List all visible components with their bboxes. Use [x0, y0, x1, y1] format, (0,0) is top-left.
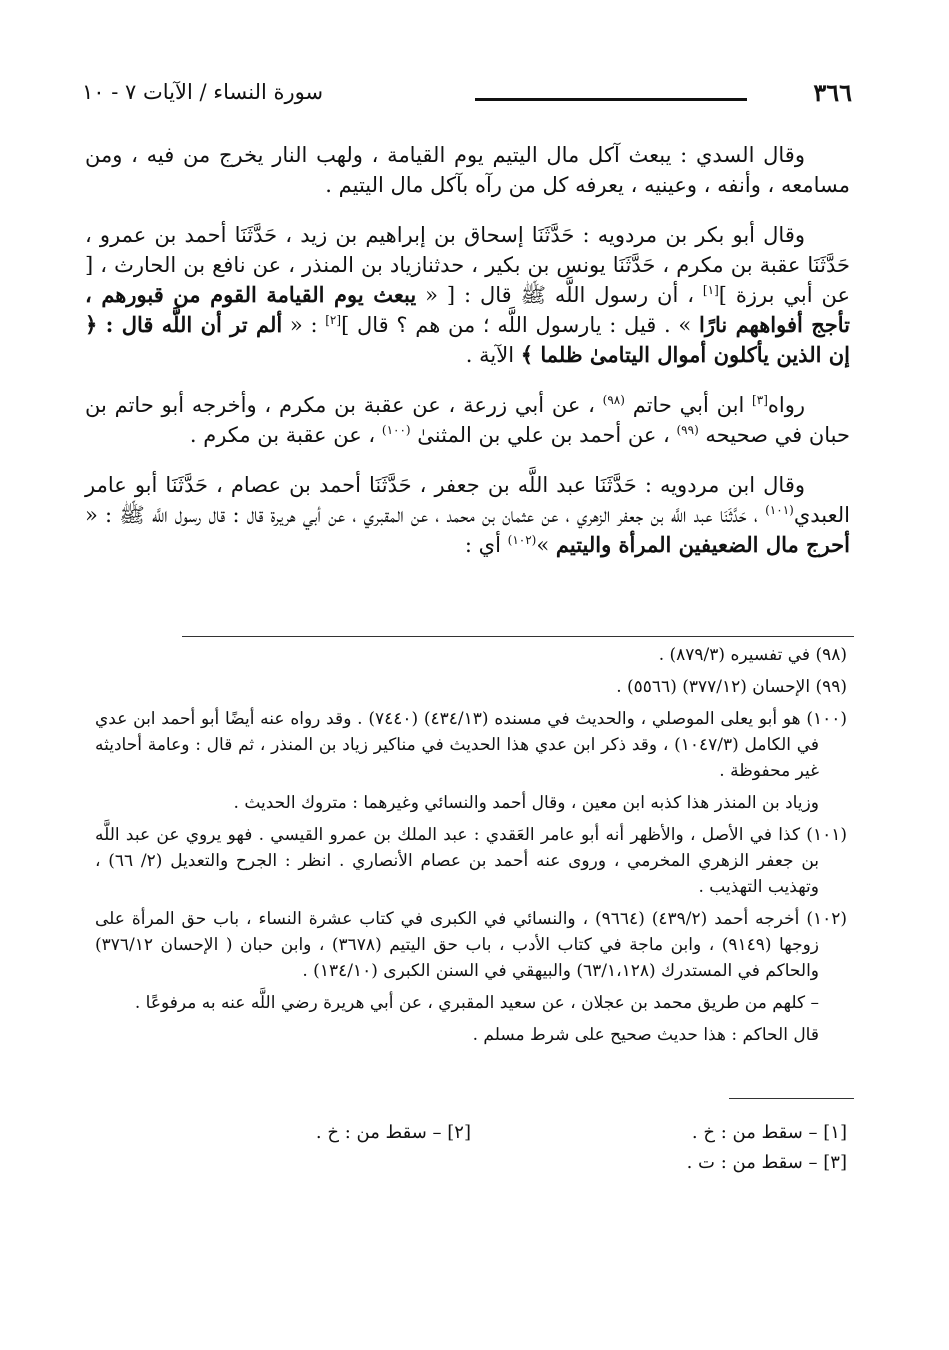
variant-marker-2[interactable]: [٢] [325, 313, 342, 327]
surah-title: سورة النساء / الآيات ٧ - ١٠ [82, 80, 324, 104]
manuscript-variants [95, 1118, 847, 1178]
variant-3: [٣] – سقط من : ت . [686, 1152, 847, 1173]
variant-row [95, 1118, 847, 1148]
footnote-102-hakim: قال الحاكم : هذا حديث صحيح على شرط مسلم . [472, 1025, 819, 1045]
variant-2: [٢] – سقط من : خ . [315, 1122, 471, 1143]
footnote-ref-98[interactable]: (٩٨) [602, 393, 625, 407]
paragraph-ibn-marduyah-2: وقال ابن مردويه : حَدَّثَنَا عبد اللَّه بن جعفر ، حَدَّثَنَا أحمد بن عصام ، حَدَّثَنَا أبو عامر العبدي$^{(١٠١)}$ ، حَدَّثَنَا عبد اللَّه بن جعفر الزهري ، عن عثمان بن محمد ، عن المقبري ، عن أبي هريرة قال : قال رسول اللَّه ﷺ : « أحرج مال الضعيفين المرأة واليتيم »$^{(١٠٢)}$ أي : [85, 473, 850, 557]
variant-marker-3[interactable]: [٣] [752, 393, 768, 407]
footnote-102-chain: – كلهم من طريق محمد بن عجلان ، عن سعيد المقبري ، عن أبي هريرة رضي اللَّه عنه به مرفوعًا . [134, 993, 819, 1013]
footnote-ref-101[interactable]: (١٠١) [765, 503, 794, 517]
variant-row [95, 1148, 847, 1178]
footnote-100: (١٠٠) هو أبو يعلى الموصلي ، والحديث في مسنده (٤٣٤/١٣) (٧٤٤٠) . وقد رواه عنه أيضًا أبو أحمد ابن عدي في الكامل (١٠٤٧/٣) ، وقد ذكر ابن عدي هذا الحديث في مناكير زياد بن المنذر ، ثم قال : وعامة أحاديثه غير محفوظة . [95, 709, 848, 781]
header-rule [475, 98, 747, 101]
hadith-text-2: أحرج مال الضعيفين المرأة واليتيم [555, 532, 850, 557]
main-text [85, 140, 850, 580]
footnote-ref-102[interactable]: (١٠٢) [507, 533, 537, 547]
paragraph-narration: رواه[٣] ابن أبي حاتم $^{(٩٨)}$ ، عن أبي زرعة ، عن عقبة بن مكرم ، وأخرجه أبو حاتم بن حبان في صحيحه $^{(٩٩)}$ ، عن أحمد بن علي بن المثنىٰ $^{(١٠٠)}$ ، عن عقبة بن مكرم . [85, 393, 850, 447]
page-header [82, 78, 852, 118]
footnote-ref-99[interactable]: (٩٩) [676, 423, 699, 437]
footnote-ref-100[interactable]: (١٠٠) [381, 423, 411, 437]
footnote-100-continued: وزياد بن المنذر هذا كذبه ابن معين ، وقال أحمد والنسائي وغيرهما : متروك الحديث . [233, 793, 819, 813]
paragraph-suddi: وقال السدي : يبعث آكل مال اليتيم يوم القيامة ، ولهب النار يخرج من فيه ، ومن مسامعه ، وأنفه ، وعينيه ، يعرفه كل من رآه بآكل مال اليتيم . [85, 143, 850, 197]
footnote-102: (١٠٢) أخرجه أحمد (٤٣٩/٢) (٩٦٦٤) ، والنسائي في الكبرى في كتاب عشرة النساء ، باب حق المرأة على زوجها (٩١٤٩) ، وابن ماجة في كتاب الأدب ، باب حق اليتيم (٣٦٧٨) ، وابن حبان ( الإحسان ٣٧٦/١٢) والحاكم في المستدرك (٦٣/١،١٢٨) والبيهقي في السنن الكبرى (١٣٤/١٠) . [95, 909, 847, 981]
variants-separator [729, 1098, 854, 1099]
quran-verse: ألم تر أن اللَّه قال : ﴿ إن الذين يأكلون أموال اليتامىٰ ظلما ﴾ [85, 312, 850, 367]
variant-1: [١] – سقط من : خ . [691, 1122, 847, 1143]
footnotes [95, 636, 847, 1054]
hadith-text: يبعث يوم القيامة القوم من قبورهم ، تأجج أفواههم نارًا [85, 282, 850, 337]
footnote-99: (٩٩) الإحسان (٣٧٧/١٢) (٥٥٦٦) . [616, 677, 847, 697]
paragraph-ibn-marduyah-1: وقال أبو بكر بن مردويه : حَدَّثَنَا إسحاق بن إبراهيم بن زيد ، حَدَّثَنَا أحمد بن عمرو ، حَدَّثَنَا عقبة بن مكرم ، حَدَّثَنَا يونس بن بكير ، حدثنازياد بن المنذر ، عن نافع بن الحارث ، [ عن أبي برزة ][١] ، أن رسول اللَّه ﷺ قال : [ « يبعث يوم القيامة القوم من قبورهم ، تأجج أفواههم نارًا » . قيل : يارسول اللَّه ؛ من هم ؟ قال ][٢] : « ألم تر أن اللَّه قال : ﴿ إن الذين يأكلون أموال اليتامىٰ ظلما ﴾ الآية . [85, 223, 850, 367]
variant-marker-1[interactable]: [١] [702, 283, 719, 297]
footnote-98: (٩٨) في تفسيره (٨٧٩/٣) . [658, 645, 847, 665]
footnote-101: (١٠١) كذا في الأصل ، والأظهر أنه أبو عامر العَقدي : عبد الملك بن عمرو القيسي . فهو يروي عن عبد اللَّه بن جعفر الزهري المخرمي ، وروى عنه أحمد بن عصام الأنصاري . انظر : الجرح والتعديل (٢/ ٦٦) ، وتهذيب التهذيب . [95, 825, 847, 897]
page-number: ٣٦٦ [813, 78, 852, 107]
